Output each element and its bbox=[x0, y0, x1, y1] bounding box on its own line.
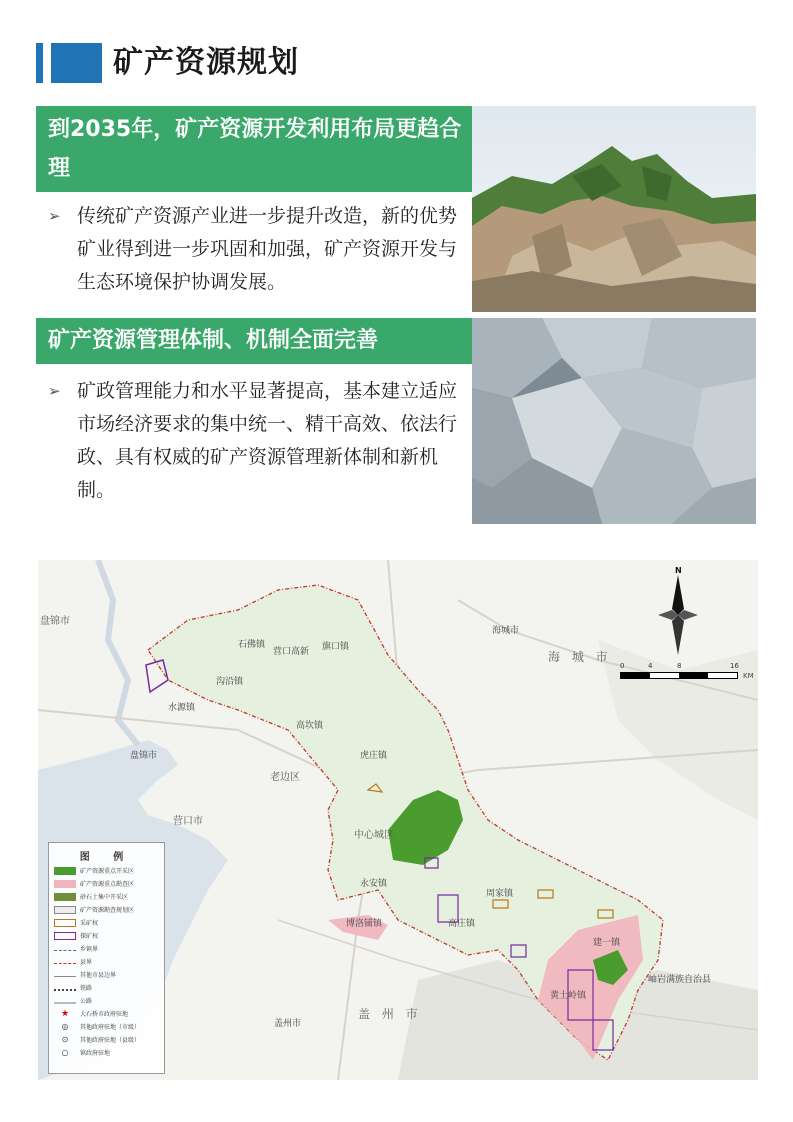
circle-icon: ○ bbox=[61, 1047, 69, 1057]
town-qikou: 旗口镇 bbox=[322, 642, 350, 652]
dot-circle-icon: ⊙ bbox=[61, 1034, 69, 1044]
town-jianyi: 建一镇 bbox=[593, 938, 621, 948]
section-2-bullet bbox=[48, 375, 468, 507]
town-gouyan: 沟沿镇 bbox=[216, 677, 244, 687]
town-zhoujia: 周家镇 bbox=[486, 889, 514, 899]
legend-line-highway bbox=[54, 1002, 76, 1004]
label-laobian: 老边区 bbox=[270, 772, 300, 783]
bullet-arrow-icon: ➢ bbox=[48, 207, 61, 225]
town-boluopu: 博洛铺镇 bbox=[346, 919, 383, 929]
section-2-bullet-text: 矿政管理能力和水平显著提高，基本建立适应市场经济要求的集中统一、精干高效、依法行政、具有权威的矿产资源管理新体制和新机制。 bbox=[77, 380, 458, 501]
legend-swatch-mining-right bbox=[54, 919, 76, 927]
rock-boulders-photo bbox=[472, 318, 756, 524]
scale-unit: KM bbox=[743, 672, 754, 680]
town-shuiyuan: 水源镇 bbox=[168, 703, 196, 713]
bullet-arrow-icon: ➢ bbox=[48, 382, 61, 400]
legend-line-other-boundary bbox=[54, 976, 76, 977]
section-1-bullet bbox=[48, 200, 468, 299]
town-shifo: 石佛镇 bbox=[238, 640, 266, 650]
title-accent-bar bbox=[36, 43, 43, 83]
section-1-heading: 到2035年，矿产资源开发利用布局更趋合理 bbox=[36, 106, 472, 192]
label-haicheng: 海 城 市 bbox=[548, 650, 612, 664]
map-legend: 图 例 矿产资源重点开采区 矿产资源重点勘查区 砂石土集中开采区 矿产资源勘查规划区 采矿权 探矿权 乡镇界 县界 其他市县边界 铁路 公路 ★ 大石桥市政府驻地 ◎ 其他政府驻地（市级） ⊙ 其他政府驻地（县级） ○ 镇政府驻地 bbox=[48, 842, 165, 1074]
town-yongan: 永安镇 bbox=[360, 879, 388, 889]
legend-title: 图 例 bbox=[79, 852, 134, 863]
legend-line-county bbox=[54, 963, 76, 964]
town-gaozhuang: 高庄镇 bbox=[448, 919, 476, 929]
town-huzhuang: 虎庄镇 bbox=[360, 751, 388, 761]
page-title: 矿产资源规划 bbox=[113, 45, 299, 80]
legend-swatch-exploration-right bbox=[54, 932, 76, 940]
town-huangtuling: 黄土岭镇 bbox=[550, 991, 587, 1001]
mineral-resource-plan-map bbox=[38, 560, 758, 1080]
star-icon: ★ bbox=[60, 1008, 70, 1019]
label-gaizhou: 盖 州 市 bbox=[358, 1007, 422, 1021]
section-2-heading: 矿产资源管理体制、机制全面完善 bbox=[36, 318, 472, 364]
label-xiuyan: 岫岩满族自治县 bbox=[648, 975, 712, 985]
town-gaokan: 高坎镇 bbox=[296, 721, 324, 731]
map-scale-bar: 0 4 8 16 KM bbox=[620, 662, 754, 680]
title-accent-block bbox=[51, 43, 102, 83]
label-yingkou: 营口市 bbox=[173, 816, 203, 827]
legend-swatch-exploration-plan bbox=[54, 906, 76, 914]
legend-line-railway bbox=[54, 989, 76, 991]
mountain-quarry-photo bbox=[472, 106, 756, 312]
section-1-bullet-text: 传统矿产资源产业进一步提升改造，新的优势矿业得到进一步巩固和加强，矿产资源开发与生态环境保护协调发展。 bbox=[77, 205, 458, 293]
label-panjin-seat: 盘锦市 bbox=[130, 751, 158, 761]
legend-line-township bbox=[54, 950, 76, 951]
legend-swatch-sand-gravel bbox=[54, 893, 76, 901]
label-haicheng-seat: 海城市 bbox=[492, 626, 520, 636]
double-circle-icon: ◎ bbox=[61, 1021, 69, 1031]
label-panjin: 盘锦市 bbox=[40, 616, 70, 627]
town-center: 中心城区 bbox=[354, 830, 394, 841]
legend-swatch-exploration-zone bbox=[54, 880, 76, 888]
legend-swatch-mining-zone bbox=[54, 867, 76, 875]
label-gaizhou-seat: 盖州市 bbox=[274, 1019, 302, 1029]
compass-north-label: N bbox=[675, 566, 682, 575]
town-yingkou-gaoxin: 营口高新 bbox=[273, 647, 310, 657]
